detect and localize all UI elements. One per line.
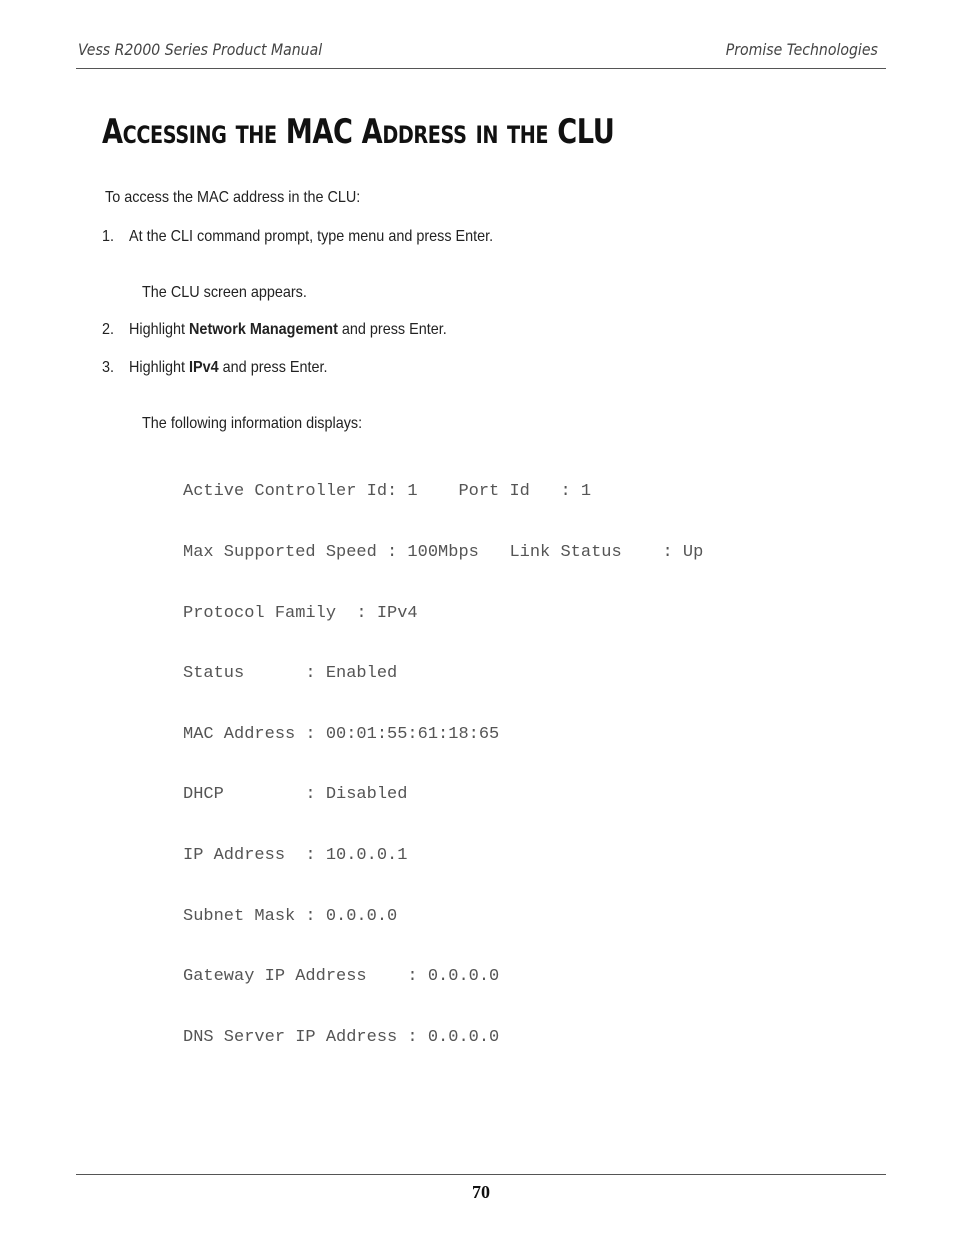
step-3-pre: Highlight xyxy=(129,359,190,376)
step-1-text: At the CLI command prompt, type menu and press Enter. xyxy=(129,228,494,245)
step-1-number: 1. xyxy=(102,228,115,245)
code-line: Subnet Mask : 0.0.0.0 xyxy=(183,906,398,926)
code-line: Gateway IP Address : 0.0.0.0 xyxy=(183,967,500,987)
header-company: Promise Technologies xyxy=(725,40,878,59)
step-3-post: and press Enter. xyxy=(218,359,328,376)
step-3-text xyxy=(129,359,328,377)
step-3-result: The following information displays: xyxy=(142,415,363,432)
code-line: DNS Server IP Address : 0.0.0.0 xyxy=(183,1027,500,1047)
footer-divider xyxy=(76,1174,886,1175)
step-2-post: and press Enter. xyxy=(337,321,447,338)
page-number: 70 xyxy=(472,1182,490,1202)
step-1-result: The CLU screen appears. xyxy=(142,284,307,301)
step-2-text xyxy=(129,321,447,339)
step-2-bold: Network Management xyxy=(189,321,338,338)
step-2-pre: Highlight xyxy=(129,321,190,338)
code-line: MAC Address : 00:01:55:61:18:65 xyxy=(183,724,500,744)
code-line: IP Address : 10.0.0.1 xyxy=(183,845,408,865)
header-manual-title: Vess R2000 Series Product Manual xyxy=(78,40,323,59)
header-divider xyxy=(76,68,886,69)
clu-output-block xyxy=(183,442,703,1068)
code-line: Active Controller Id: 1 Port Id : 1 xyxy=(183,482,592,502)
code-line: Max Supported Speed : 100Mbps Link Status : Up xyxy=(183,543,704,562)
code-line: Status : Enabled xyxy=(183,664,398,684)
code-line: DHCP : Disabled xyxy=(183,785,408,805)
step-3-bold: IPv4 xyxy=(189,359,219,376)
step-2-number: 2. xyxy=(102,321,115,338)
page-title: Accessing the MAC Address in the CLU xyxy=(102,112,615,152)
intro-text: To access the MAC address in the CLU: xyxy=(105,189,361,206)
step-3-number: 3. xyxy=(102,359,115,376)
code-line: Protocol Family : IPv4 xyxy=(183,603,418,623)
